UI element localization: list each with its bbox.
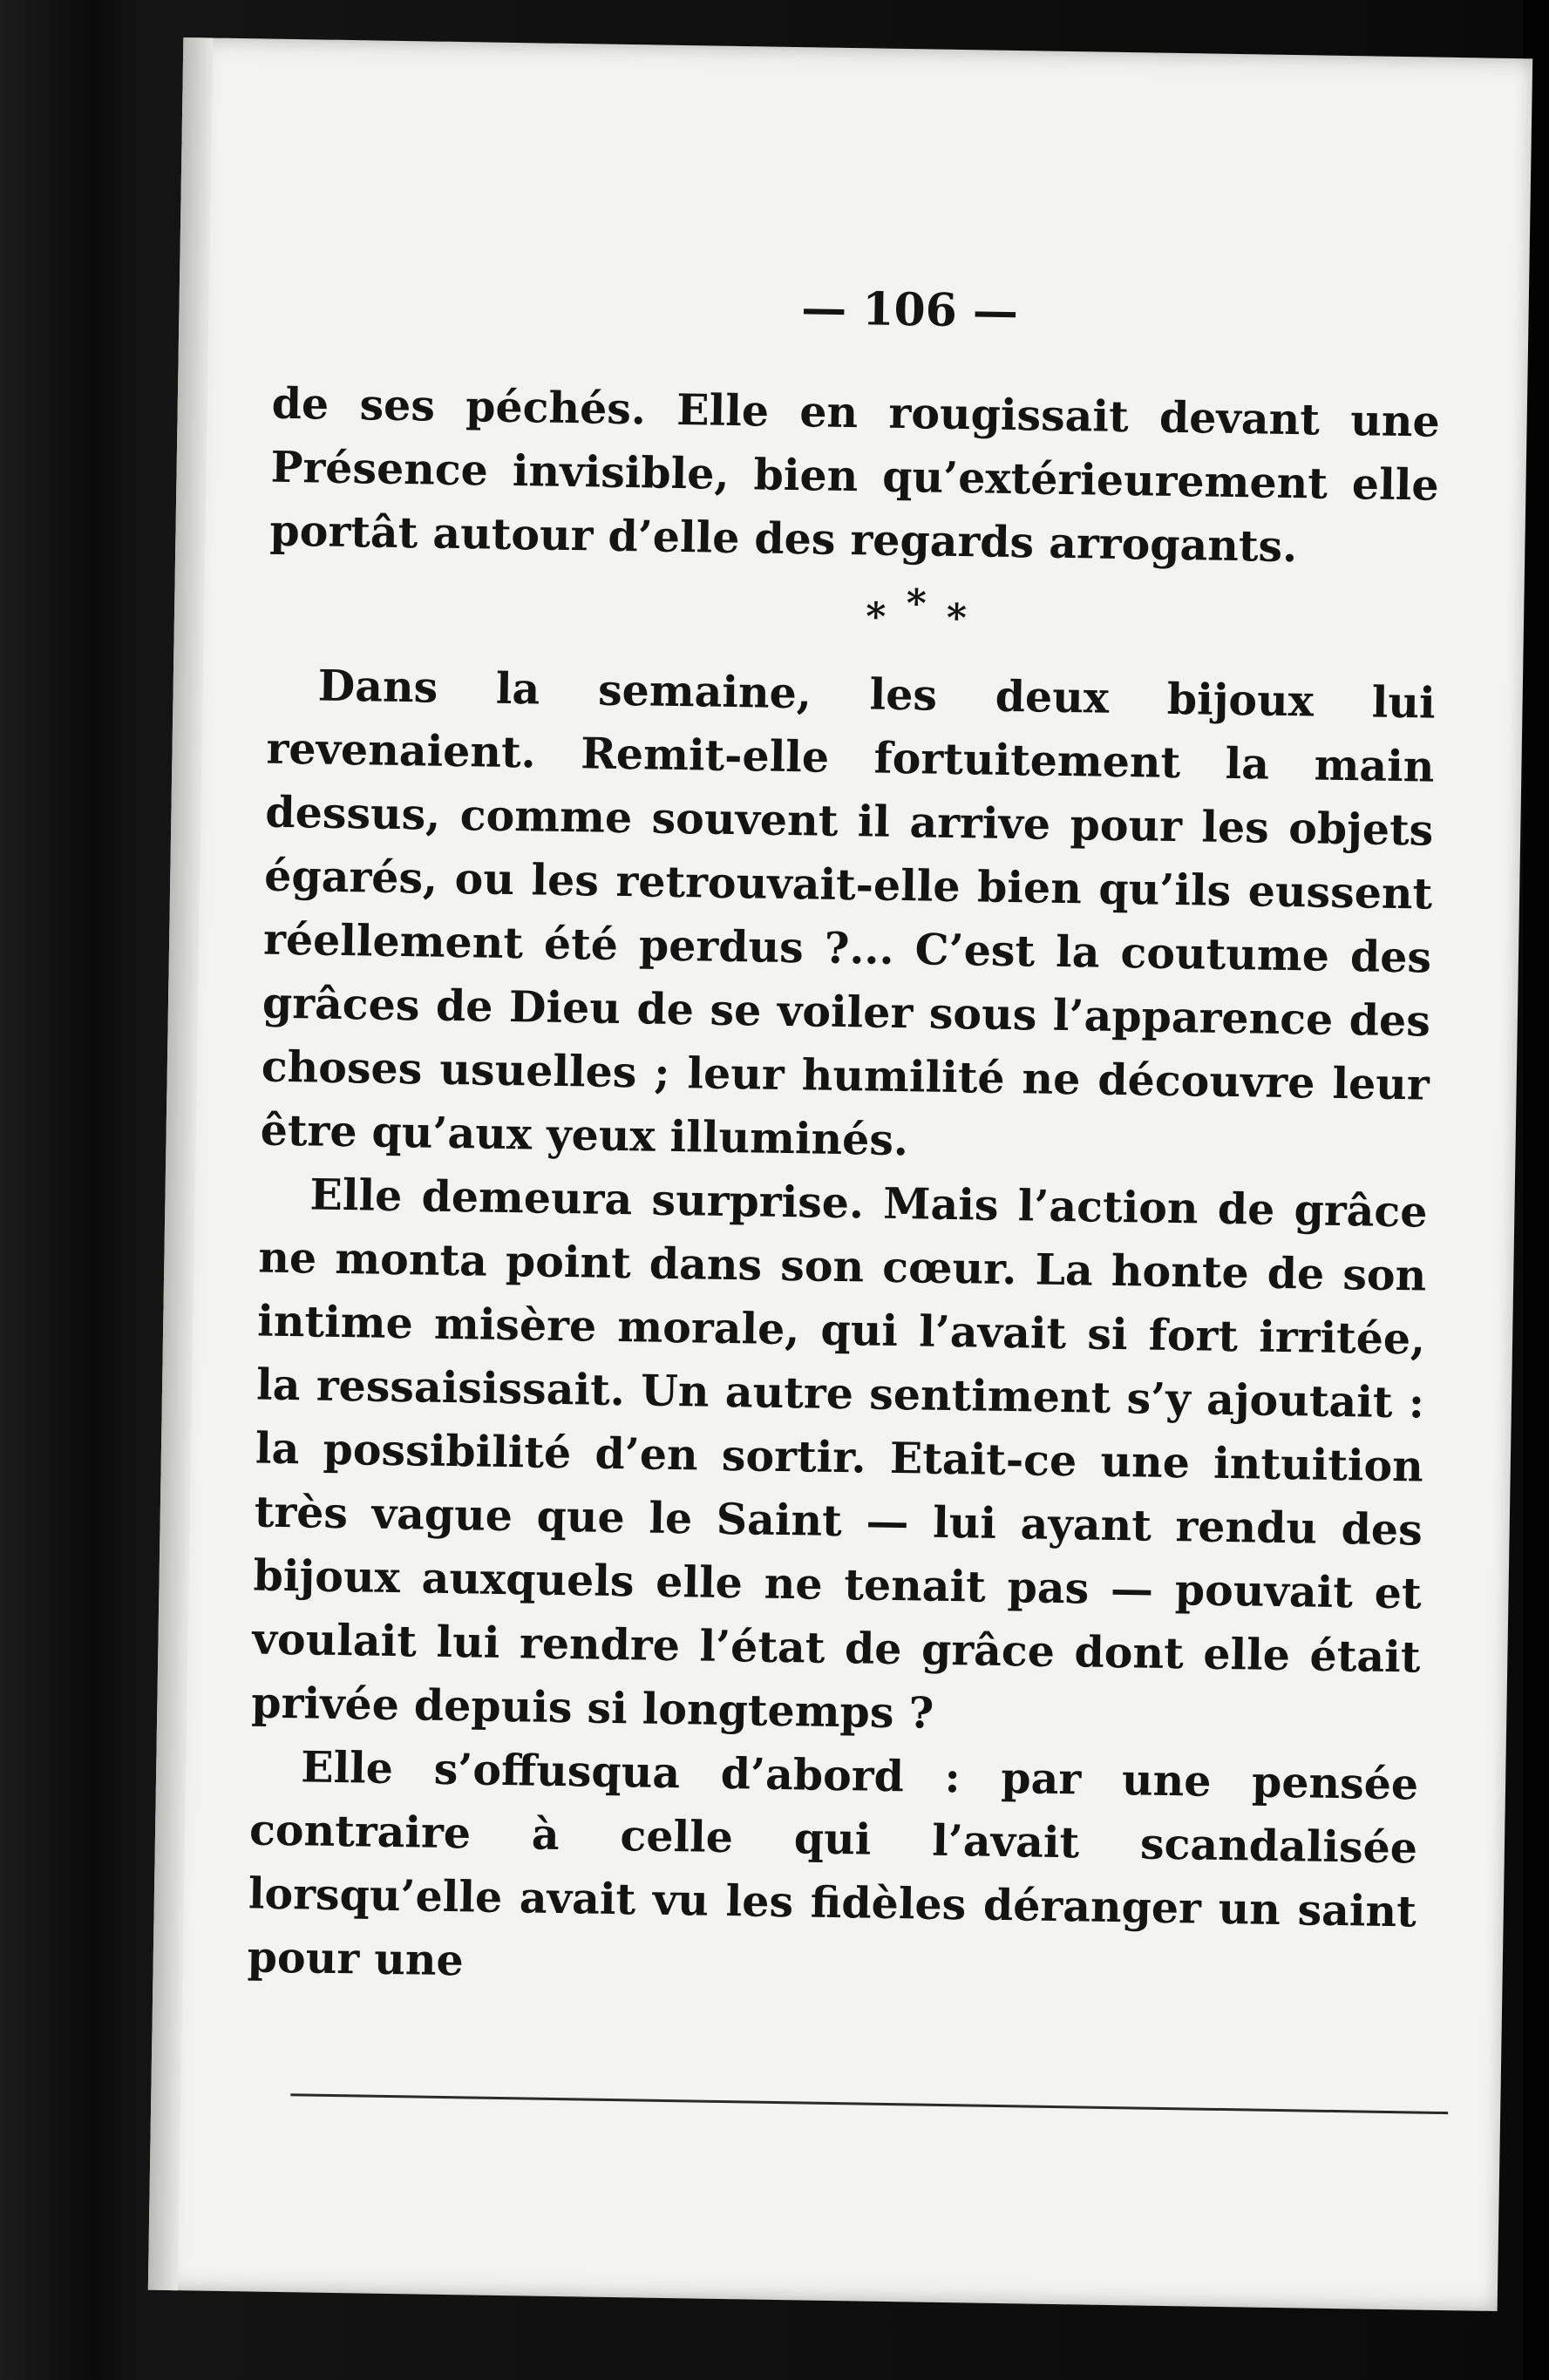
paragraph-3: Elle demeura surprise. Mais l’action de grâce ne monta point dans son cœur. La honte de son intime misère morale, qui l’avait si fort irritée, la ressaisissait. Un autre sentiment s’y ajoutait : la possibilité d’en sortir. Etait-ce une intuition très vague que le Saint — lui ayant rendu des bijoux auxquels elle ne tenait pas — pouvait et voulait lui rendre l’état de grâce dont elle était privée depuis si longtemps ? bbox=[250, 1169, 1428, 1739]
page-bottom-edge bbox=[290, 2093, 1448, 2114]
book-page bbox=[148, 37, 1532, 2311]
paragraph-2: Dans la semaine, les deux bijoux lui revenaient. Remit-elle fortuitement la main dessus, comme souvent il arrive pour les objets égarés, ou les retrouvait-elle bien qu’ils eussent réellement été perdus ?... C’est la coutume des grâces de Dieu de se voiler sous l’apparence des choses usuelles ; leur humilité ne découvre leur être qu’aux yeux illuminés. bbox=[260, 660, 1437, 1166]
page-text bbox=[247, 275, 1442, 2008]
section-separator bbox=[399, 581, 1437, 646]
separator-star-top: * bbox=[906, 581, 931, 627]
paragraph-1: de ses péchés. Elle en rougissait devant une Présence invisible, bien qu’extérieurement elle portât autour d’elle des regards arrogants. bbox=[269, 377, 1441, 573]
paragraph-4: Elle s’offusqua d’abord : par une pensée contraire à celle qui l’avait scandalisée lorsqu’elle avait vu les fidèles déranger un saint pour une bbox=[247, 1741, 1419, 1986]
separator-star-left: * bbox=[865, 594, 890, 640]
page-number-header: — 106 — bbox=[800, 281, 1019, 339]
separator-star-right: * bbox=[946, 595, 971, 641]
